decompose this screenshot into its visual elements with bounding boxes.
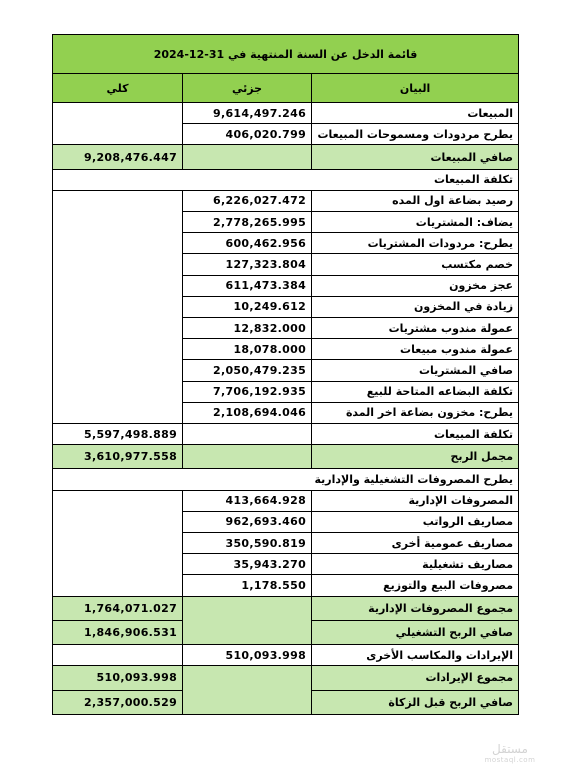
partial-value: 35,943.270 [183,554,312,575]
total-value: 2,357,000.529 [53,690,183,714]
partial-value [183,423,312,444]
partial-value [183,666,312,715]
row-label: صافي المبيعات [312,145,519,169]
total-value: 1,846,906.531 [53,620,183,644]
total-value: 510,093.998 [53,666,183,690]
table-row [53,645,519,666]
table-row [53,103,519,124]
row-label: تكلفة المبيعات [312,423,519,444]
row-label: تكلفة البضاعه المتاحة للبيع [312,381,519,402]
partial-value: 413,664.928 [183,490,312,511]
row-label: صافي الربح قبل الزكاة [312,690,519,714]
section-row [53,469,519,490]
row-label: عمولة مندوب مبيعات [312,339,519,360]
row-label: عجز مخزون [312,275,519,296]
row-label: عمولة مندوب مشتريات [312,317,519,338]
row-label: مصاريف تشغيلية [312,554,519,575]
total-value: 3,610,977.558 [53,445,183,469]
partial-value: 406,020.799 [183,124,312,145]
partial-value [183,445,312,469]
partial-value: 2,108,694.046 [183,402,312,423]
section-label: يطرح المصروفات التشغيلية والإدارية [53,469,519,490]
summary-row [53,596,519,620]
partial-value [183,596,312,645]
total-value: 5,597,498.889 [53,423,183,444]
partial-value: 510,093.998 [183,645,312,666]
partial-value: 12,832.000 [183,317,312,338]
row-label: صافي الربح التشغيلي [312,620,519,644]
partial-value: 127,323.804 [183,254,312,275]
row-label: مصاريف عمومية أخرى [312,532,519,553]
row-label: مجموع الإيرادات [312,666,519,690]
partial-value: 2,778,265.995 [183,212,312,233]
total-value: 9,208,476.447 [53,145,183,169]
partial-value: 1,178.550 [183,575,312,596]
partial-value: 600,462.956 [183,233,312,254]
partial-value [183,145,312,169]
total-value: 1,764,071.027 [53,596,183,620]
partial-value: 10,249.612 [183,296,312,317]
statement-title: قائمة الدخل عن السنة المنتهية في 31-12-2024 [53,35,519,74]
watermark-sub: mostaql.com [484,756,536,764]
statement-body [53,103,519,715]
row-label: المبيعات [312,103,519,124]
watermark-text: مستقل [492,742,528,756]
watermark [480,742,540,764]
row-label: صافي المشتريات [312,360,519,381]
partial-value: 18,078.000 [183,339,312,360]
row-label: رصيد بضاعة اول المده [312,190,519,211]
row-label: المصروفات الإدارية [312,490,519,511]
section-row [53,169,519,190]
summary-row [53,666,519,690]
row-label: يطرح مردودات ومسموحات المبيعات [312,124,519,145]
total-value [53,490,183,596]
partial-value: 9,614,497.246 [183,103,312,124]
header-total: كلي [53,74,183,103]
partial-value: 7,706,192.935 [183,381,312,402]
header-item: البيان [312,74,519,103]
partial-value: 350,590.819 [183,532,312,553]
row-label: مصاريف الرواتب [312,511,519,532]
partial-value: 962,693.460 [183,511,312,532]
row-label: يطرح: مخزون بضاعة اخر المدة [312,402,519,423]
header-partial: جزئي [183,74,312,103]
row-label: خصم مكتسب [312,254,519,275]
row-label: زيادة في المخزون [312,296,519,317]
partial-value: 611,473.384 [183,275,312,296]
row-label: الإيرادات والمكاسب الأخرى [312,645,519,666]
table-row [53,190,519,211]
row-label: مصروفات البيع والتوزيع [312,575,519,596]
row-label: مجموع المصروفات الإدارية [312,596,519,620]
income-statement-table [52,34,519,715]
income-statement [52,34,518,715]
total-value [53,645,183,666]
table-row [53,423,519,444]
total-value [53,103,183,145]
row-label: مجمل الربح [312,445,519,469]
partial-value: 6,226,027.472 [183,190,312,211]
total-value [53,190,183,423]
summary-row [53,145,519,169]
row-label: يطرح: مردودات المشتريات [312,233,519,254]
partial-value: 2,050,479.235 [183,360,312,381]
table-row [53,490,519,511]
row-label: يضاف: المشتريات [312,212,519,233]
summary-row [53,445,519,469]
section-label: تكلفة المبيعات [53,169,519,190]
